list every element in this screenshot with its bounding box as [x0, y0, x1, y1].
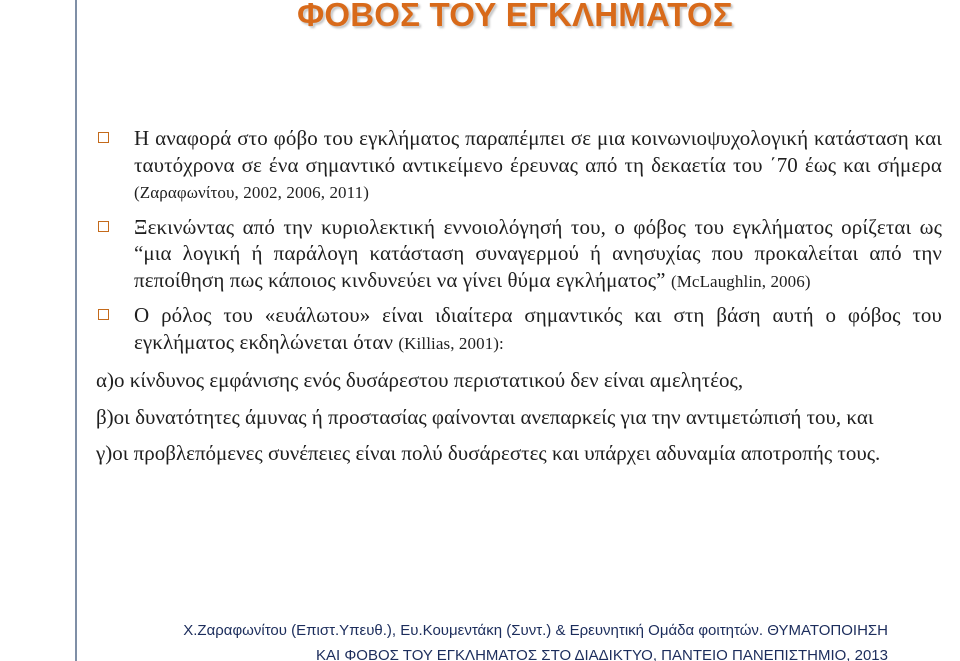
slide-body: [96, 125, 942, 473]
bullet-text: Ξεκινώντας από την κυριολεκτική εννοιολόγησή του, ο φόβος του εγκλήματος ορίζεται ως “μια λογική ή παράλογη κατάσταση συναγερμού ή ανησυχίας που προκαλείται από την πεποίθηση πως κάποιος κινδυνεύει να γίνει θύμα εγκλήματος”: [134, 214, 942, 292]
left-vertical-rule: [75, 0, 77, 661]
bullet-item: [96, 302, 942, 357]
bullet-item: [96, 125, 942, 207]
condition-item-b: β)οι δυνατότητες άμυνας ή προστασίας φαίνονται ανεπαρκείς για την αντιμετώπισή του, και: [96, 404, 874, 429]
condition-item-c: γ)οι προβλεπόμενες συνέπειες είναι πολύ δυσάρεστες και υπάρχει αδυναμία αποτροπής τους.: [96, 441, 881, 465]
bullet-item: [96, 214, 942, 296]
bullet-citation: (Killias, 2001):: [398, 333, 504, 353]
bullet-citation: (Ζαραφωνίτου, 2002, 2006, 2011): [134, 183, 369, 202]
hollow-square-bullet-icon: [98, 132, 109, 143]
bullet-text: Ο ρόλος του «ευάλωτου» είναι ιδιαίτερα σημαντικός και στη βάση αυτή ο φόβος του εγκλήματος εκδηλώνεται όταν: [134, 303, 942, 354]
bullet-text: Η αναφορά στο φόβο του εγκλήματος παραπέμπει σε μια κοινωνιοψυχολογική κατάσταση και ταυτόχρονα σε ένα σημαντικό αντικείμενο έρευνας από τη δεκαετία του ΄70 έως και σήμερα: [134, 126, 942, 177]
footer-line-2: ΚΑΙ ΦΟΒΟΣ ΤΟΥ ΕΓΚΛΗΜΑΤΟΣ ΣΤΟ ΔΙΑΔΙΚΤΥΟ, ΠΑΝΤΕΙΟ ΠΑΝΕΠΙΣΤΗΜΙΟ, 2013: [315, 647, 888, 661]
bullet-citation: (McLaughlin, 2006): [670, 271, 811, 291]
hollow-square-bullet-icon: [98, 221, 109, 232]
slide-footer: [96, 618, 888, 661]
slide-title: ΦΟΒΟΣ ΤΟΥ ΕΓΚΛΗΜΑΤΟΣ: [297, 0, 733, 33]
footer-line-1: Χ.Ζαραφωνίτου (Επιστ.Υπευθ.), Ευ.Κουμεντάκη (Συντ.) & Ερευνητική Ομάδα φοιτητών. ΘΥΜΑΤΟΠΟΙΗΣΗ: [183, 622, 888, 639]
hollow-square-bullet-icon: [98, 309, 109, 320]
condition-item-a: α)ο κίνδυνος εμφάνισης ενός δυσάρεστου περιστατικού δεν είναι αμελητέος,: [96, 368, 744, 392]
